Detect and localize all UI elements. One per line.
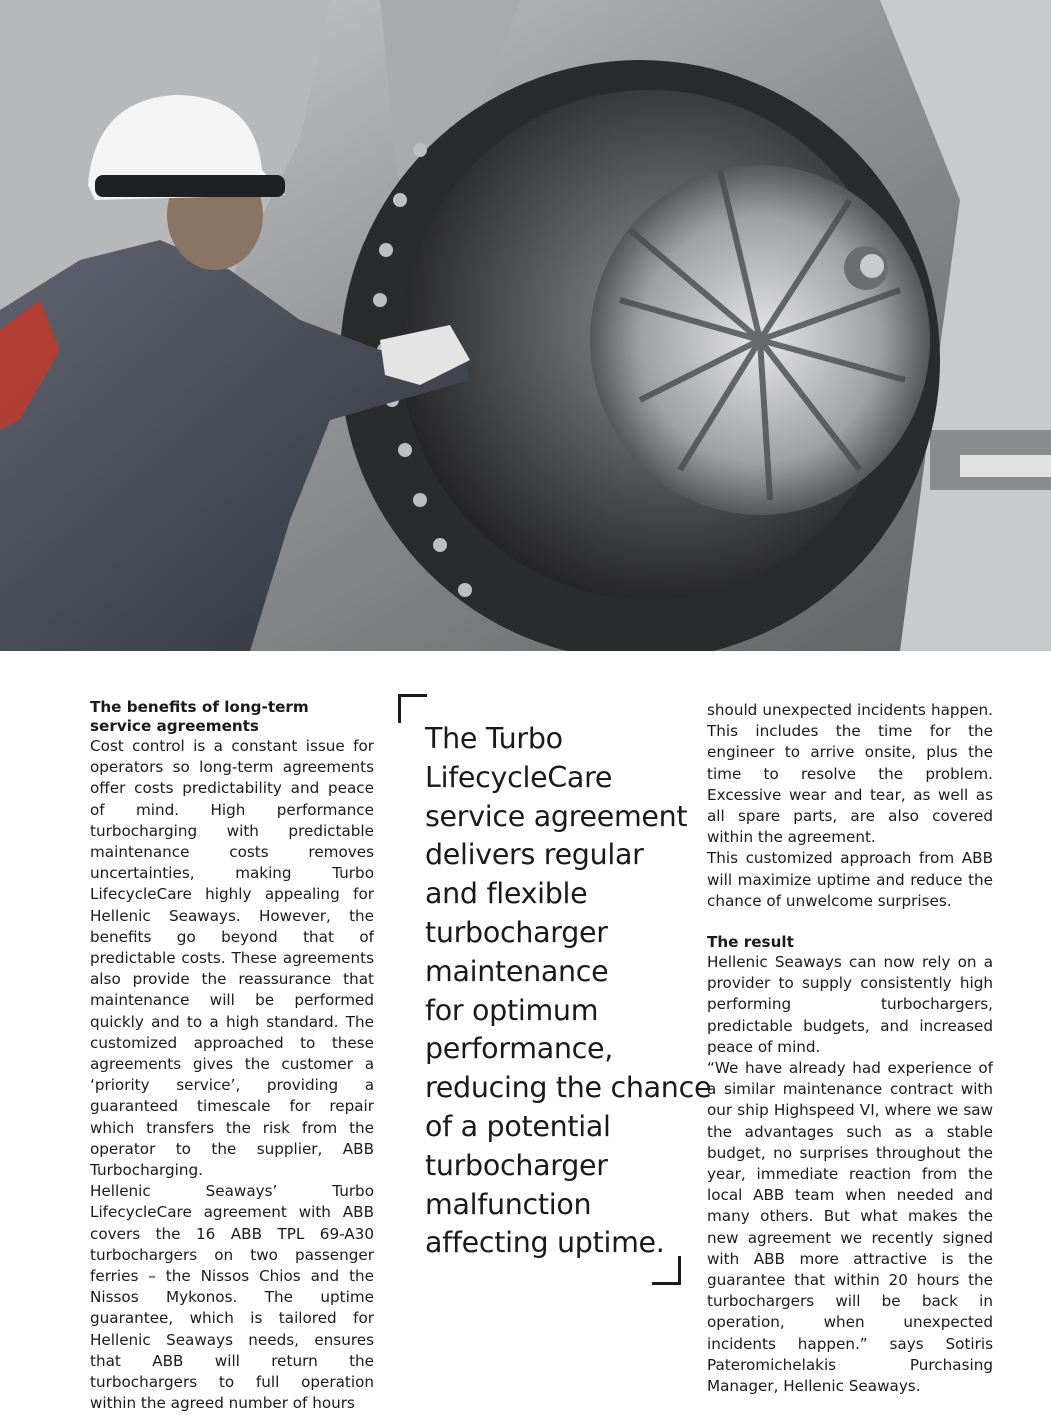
quote-line: turbocharger	[425, 915, 608, 949]
benefits-paragraph-2: Hellenic Seaways’ Turbo LifecycleCare agreement with ABB covers the 16 ABB TPL 69-A30 turbochargers on two passenger ferries – the Nissos Chios and the Nissos Mykonos. The uptime guarantee, which is tailored for Hellenic Seaways needs, ensures that ABB will return the turbochargers to full operation within the agreed number of hours	[90, 1182, 374, 1413]
benefits-heading: The benefits of long-term service agreements	[90, 698, 309, 735]
pull-quote	[398, 694, 712, 1286]
result-paragraph-2: “We have already had experience of a similar maintenance contract with our ship Highspeed VI, where we saw the advantages such as a stable budget, no surprises throughout the year, immediate reaction from the local ABB team when needed and many others. But what makes the new agreement we recently signed with ABB more attractive is the guarantee that within 20 hours the turbochargers will be back in operation, when unexpected incidents happen.” says Sotiris Pateromichelakis Purchasing Manager, Hellenic Seaways.	[707, 1059, 993, 1396]
quote-line: and flexible	[425, 877, 588, 911]
quote-bracket-bottom-right-icon	[652, 1256, 681, 1285]
result-paragraph-1: Hellenic Seaways can now rely on a provider to supply consistently high performing turbochargers, predictable budgets, and increased peace of mind.	[707, 953, 993, 1056]
quote-line: service agreement	[425, 799, 688, 833]
left-column	[90, 698, 374, 1415]
quote-line: affecting uptime.	[425, 1226, 665, 1260]
continuation-paragraph-1: should unexpected incidents happen. This includes the time for the engineer to arrive onsite, plus the time to resolve the problem. Excessive wear and tear, as well as all spare parts, are also covered within the agreement.	[707, 701, 993, 847]
quote-line: malfunction	[425, 1187, 592, 1221]
quote-line: performance,	[425, 1032, 613, 1066]
quote-line: for optimum	[425, 993, 599, 1027]
quote-bracket-top-left-icon	[398, 694, 427, 723]
quote-line: turbocharger	[425, 1148, 608, 1182]
pull-quote-text	[425, 720, 712, 1263]
turbocharger-photo	[0, 0, 1051, 651]
quote-line: reducing the chance	[425, 1071, 712, 1105]
quote-line: maintenance	[425, 954, 609, 988]
continuation-paragraph-2: This customized approach from ABB will maximize uptime and reduce the chance of unwelcome surprises.	[707, 849, 993, 910]
turbocharger-photo-icon	[0, 0, 1051, 651]
quote-line: The Turbo	[425, 722, 563, 755]
benefits-paragraph-1: Cost control is a constant issue for operators so long-term agreements offer costs predictability and peace of mind. High performance turbocharging with predictable maintenance costs removes uncertainties, making Turbo LifecycleCare highly appealing for Hellenic Seaways. However, the benefits go beyond that of predictable costs. These agreements also provide the reassurance that maintenance will be performed quickly and to a high standard. The customized approached to these agreements gives the customer a ‘priority service’, providing a guaranteed timescale for repair which transfers the risk from the operator to the supplier, ABB Turbocharging.	[90, 737, 374, 1180]
quote-line: delivers regular	[425, 838, 644, 872]
quote-line: of a potential	[425, 1109, 611, 1143]
result-heading: The result	[707, 933, 794, 952]
quote-line: LifecycleCare	[425, 760, 613, 794]
right-column	[707, 700, 993, 1397]
